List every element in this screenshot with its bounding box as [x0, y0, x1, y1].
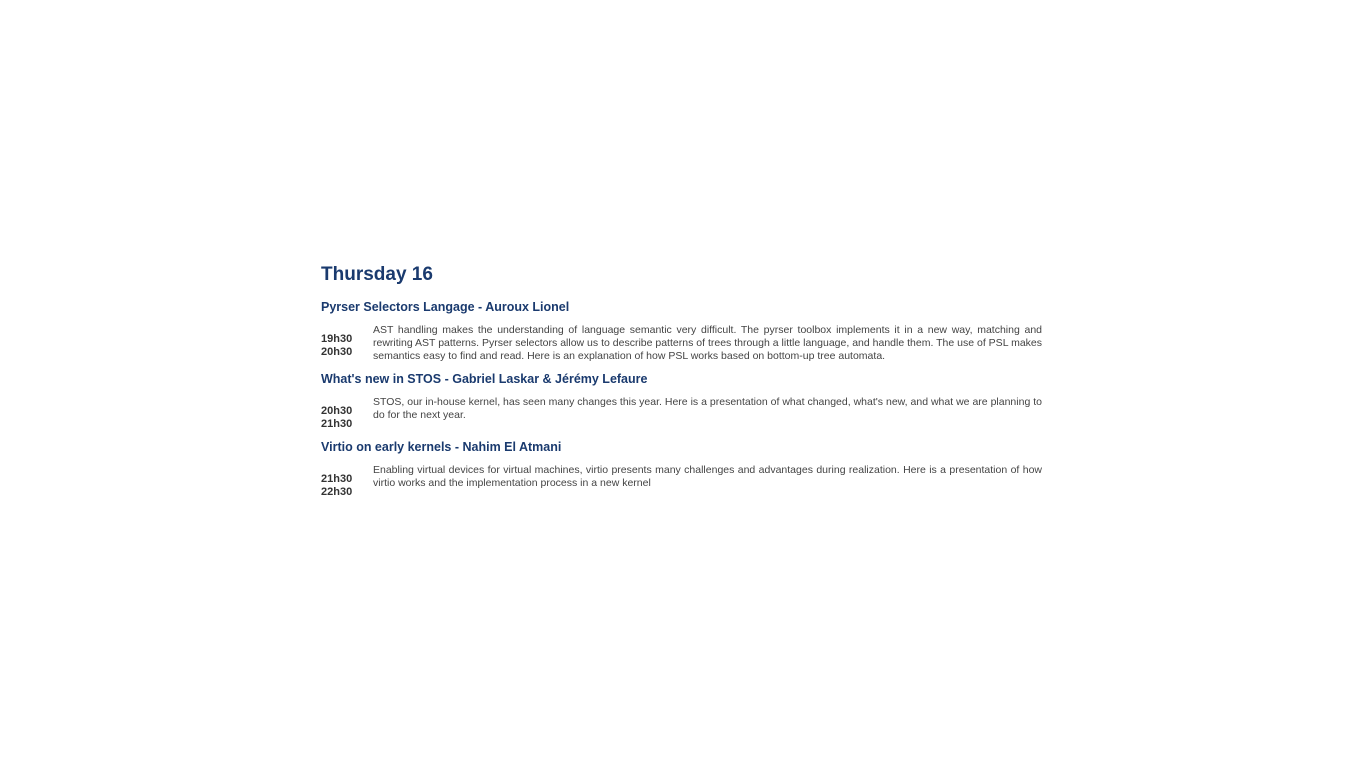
talk-start-time: 21h30 [321, 473, 353, 485]
talk-body [321, 396, 1042, 431]
talk-start-time: 19h30 [321, 333, 353, 345]
talk-item [321, 371, 1042, 431]
talk-times [321, 324, 373, 359]
talk-description: Enabling virtual devices for virtual machines, virtio presents many challenges and advantages during realization. Here is a presentation of how virtio works and the implementation process in a new kernel [373, 464, 1042, 489]
talk-times [321, 396, 373, 431]
talk-item [321, 299, 1042, 363]
schedule [321, 262, 1042, 507]
day-title: Thursday 16 [321, 264, 433, 285]
talk-end-time: 21h30 [321, 418, 353, 430]
talk-description: AST handling makes the understanding of language semantic very difficult. The pyrser toolbox implements it in a new way, matching and rewriting AST patterns. Pyrser selectors allow us to describe patterns of trees through a little language, and handle them. The use of PSL makes semantics easy to find and read. Here is an explanation of how PSL works based on bottom-up tree automata. [373, 324, 1042, 362]
talk-times [321, 464, 373, 499]
talk-description: STOS, our in-house kernel, has seen many changes this year. Here is a presentation of what changed, what's new, and what we are planning to do for the next year. [373, 396, 1042, 421]
talk-item [321, 439, 1042, 499]
talk-end-time: 20h30 [321, 346, 353, 358]
talk-title: What's new in STOS - Gabriel Laskar & Jérémy Lefaure [321, 372, 648, 386]
talk-title: Virtio on early kernels - Nahim El Atmani [321, 440, 562, 454]
talk-body [321, 324, 1042, 363]
talk-title: Pyrser Selectors Langage - Auroux Lionel [321, 300, 570, 314]
talk-body [321, 464, 1042, 499]
talk-start-time: 20h30 [321, 405, 353, 417]
talk-end-time: 22h30 [321, 486, 353, 498]
